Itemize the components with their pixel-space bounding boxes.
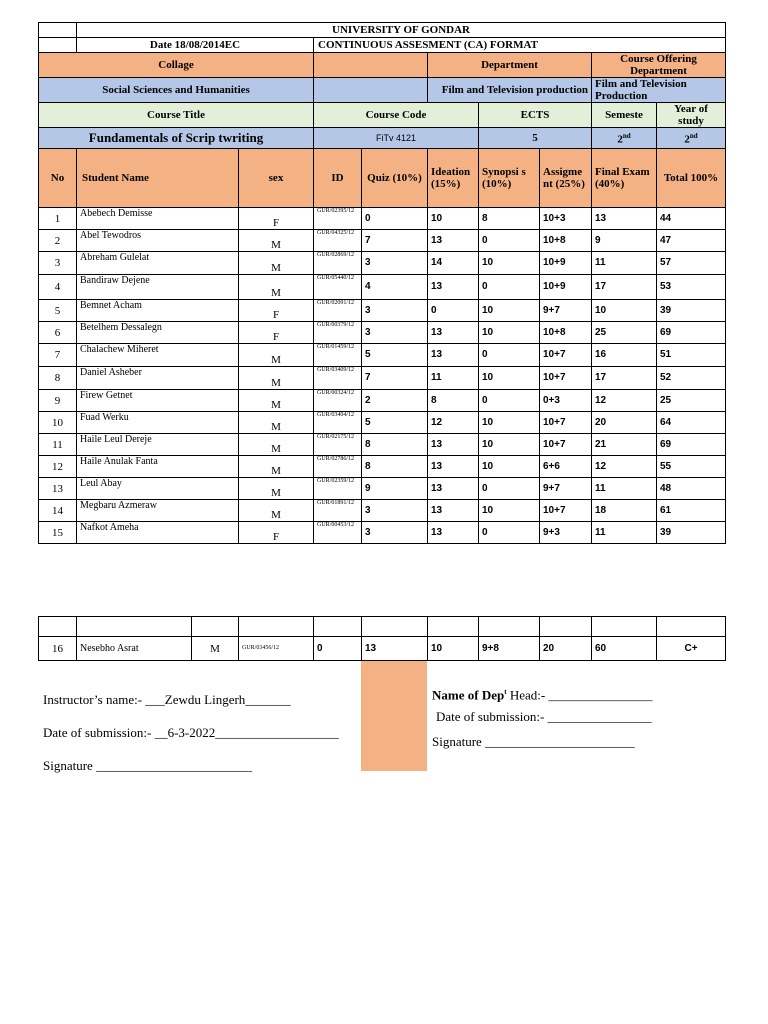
score-final: 18 [592, 500, 657, 522]
score-total: 44 [657, 208, 726, 230]
score-total: 39 [657, 300, 726, 322]
student-id: GUR/00453/12 [314, 522, 362, 544]
row-no: 7 [39, 344, 77, 367]
table-row [39, 412, 726, 434]
score-synopsis: 10 [479, 434, 540, 456]
student-name: Chalachew Miheret [77, 344, 239, 367]
form-date: Date 18/08/2014EC [77, 38, 314, 53]
row-no: 11 [39, 434, 77, 456]
score-assignment: 10+3 [540, 208, 592, 230]
course-code-label: Course Code [314, 103, 479, 128]
student-name: Bemnet Acham [77, 300, 239, 322]
score-ideation: 13 [428, 434, 479, 456]
score-assignment: 9+8 [479, 637, 540, 661]
score-ideation: 11 [428, 367, 479, 390]
student-sex: M [239, 275, 314, 300]
student-name: Betelhem Dessalegn [77, 322, 239, 344]
score-assignment: 10+9 [540, 275, 592, 300]
student-name: Haile Anulak Fanta [77, 456, 239, 478]
score-quiz: 3 [362, 300, 428, 322]
student-16-table [38, 616, 726, 661]
score-final: 9 [592, 230, 657, 252]
student-sex: M [239, 412, 314, 434]
student-sex: F [239, 208, 314, 230]
student-name: Leul Abay [77, 478, 239, 500]
signature-left: Signature ________________________ [43, 758, 253, 773]
student-name: Nafkot Ameha [77, 522, 239, 544]
student-id: GUR/01459/12 [314, 344, 362, 367]
score-total: 52 [657, 367, 726, 390]
col-id: ID [314, 149, 362, 208]
score-ideation: 10 [428, 208, 479, 230]
table-row [39, 637, 726, 661]
score-quiz: 3 [362, 252, 428, 275]
college-label: Collage [39, 53, 314, 78]
table-row [39, 522, 726, 544]
score-ideation: 13 [428, 230, 479, 252]
row-no: 5 [39, 300, 77, 322]
row-no: 4 [39, 275, 77, 300]
offering-label: Course Offering Department [592, 53, 726, 78]
score-assignment: 10+9 [540, 252, 592, 275]
student-id: GUR/02175/12 [314, 434, 362, 456]
instructor-name: Instructor’s name:- ___Zewdu Lingerh_______ [43, 692, 291, 707]
college-value: Social Sciences and Humanities [39, 78, 314, 103]
student-name: Fuad Werku [77, 412, 239, 434]
score-assignment: 10+7 [540, 344, 592, 367]
score-ideation: 8 [428, 390, 479, 412]
student-name: Daniel Asheber [77, 367, 239, 390]
score-total: 53 [657, 275, 726, 300]
score-synopsis: 0 [479, 522, 540, 544]
score-total: 47 [657, 230, 726, 252]
student-id: GUR/02869/12 [314, 252, 362, 275]
col-sex: sex [239, 149, 314, 208]
row-no: 10 [39, 412, 77, 434]
row-no: 2 [39, 230, 77, 252]
score-assignment: 10+7 [540, 367, 592, 390]
score-assignment: 0+3 [540, 390, 592, 412]
format-title: CONTINUOUS ASSESMENT (CA) FORMAT [314, 38, 726, 53]
col-synopsis: Synopsi s (10%) [479, 149, 540, 208]
student-id: GUR/04325/12 [314, 230, 362, 252]
score-ideation: 12 [428, 412, 479, 434]
score-ideation: 13 [428, 478, 479, 500]
department-label: Department [428, 53, 592, 78]
table-row [39, 252, 726, 275]
assessment-sheet [38, 22, 725, 544]
score-assignment: 9+3 [540, 522, 592, 544]
row-no: 16 [39, 637, 77, 661]
score-synopsis: 10 [479, 252, 540, 275]
year-value: 2nd [657, 128, 726, 149]
score-quiz: 3 [362, 322, 428, 344]
ects-label: ECTS [479, 103, 592, 128]
score-quiz: 5 [362, 412, 428, 434]
score-final: 17 [592, 367, 657, 390]
student-name: Abebech Demisse [77, 208, 239, 230]
score-final: 12 [592, 456, 657, 478]
semester-label: Semeste [592, 103, 657, 128]
score-quiz: 3 [362, 500, 428, 522]
score-ideation: 13 [428, 322, 479, 344]
decorative-orange-block [361, 661, 427, 771]
table-row [39, 456, 726, 478]
score-ideation: 13 [428, 456, 479, 478]
student-name: Firew Getnet [77, 390, 239, 412]
student-sex: F [239, 322, 314, 344]
row-no: 15 [39, 522, 77, 544]
score-ideation: 13 [428, 344, 479, 367]
student-name: Nesebho Asrat [77, 637, 192, 661]
row-no: 8 [39, 367, 77, 390]
year-label: Year of study [657, 103, 726, 128]
score-synopsis: 10 [479, 300, 540, 322]
student-sex: F [239, 522, 314, 544]
score-total: 55 [657, 456, 726, 478]
score-final: 20 [592, 412, 657, 434]
student-sex: M [239, 434, 314, 456]
score-quiz: 2 [362, 390, 428, 412]
score-assignment: 10+7 [540, 412, 592, 434]
score-synopsis: 10 [479, 412, 540, 434]
table-row [39, 367, 726, 390]
score-total: 61 [657, 500, 726, 522]
score-final: 11 [592, 478, 657, 500]
score-total: 60 [592, 637, 657, 661]
score-quiz: 7 [362, 230, 428, 252]
student-16-section [38, 616, 725, 661]
student-sex: M [239, 390, 314, 412]
student-id: GUR/05440/12 [314, 275, 362, 300]
score-assignment: 10+8 [540, 322, 592, 344]
score-total: 48 [657, 478, 726, 500]
score-synopsis: 10 [479, 322, 540, 344]
score-ideation: 13 [428, 275, 479, 300]
table-row [39, 230, 726, 252]
table-row [39, 344, 726, 367]
student-sex: M [239, 500, 314, 522]
score-quiz: 0 [362, 208, 428, 230]
score-quiz: 0 [314, 637, 362, 661]
date-of-submission-left: Date of submission:- __6-3-2022___________________ [43, 725, 339, 740]
score-quiz: 8 [362, 434, 428, 456]
score-final: 21 [592, 434, 657, 456]
score-final: 13 [592, 208, 657, 230]
course-title-label: Course Title [39, 103, 314, 128]
score-synopsis: 8 [479, 208, 540, 230]
score-final: 17 [592, 275, 657, 300]
score-quiz: 9 [362, 478, 428, 500]
score-quiz: 7 [362, 367, 428, 390]
score-ideation: 13 [362, 637, 428, 661]
department-head-section [432, 684, 652, 759]
score-synopsis: 10 [479, 500, 540, 522]
score-ideation: 13 [428, 522, 479, 544]
score-final: 12 [592, 390, 657, 412]
student-sex: M [239, 478, 314, 500]
score-assignment: 9+7 [540, 478, 592, 500]
score-assignment: 9+7 [540, 300, 592, 322]
row-no: 1 [39, 208, 77, 230]
score-assignment: 10+7 [540, 434, 592, 456]
score-total: 57 [657, 252, 726, 275]
student-sex: M [239, 344, 314, 367]
table-row [39, 300, 726, 322]
score-final: 16 [592, 344, 657, 367]
table-row [39, 478, 726, 500]
table-row [39, 208, 726, 230]
student-sex: M [239, 456, 314, 478]
col-total: Total 100% [657, 149, 726, 208]
date-of-submission-right: Date of submission:- ________________ [436, 709, 652, 724]
offering-value: Film and Television Production [592, 78, 726, 103]
course-code-value: FiTv 4121 [314, 128, 479, 149]
col-student-name: Student Name [77, 149, 239, 208]
student-id: GUR/02091/12 [314, 300, 362, 322]
student-sex: M [239, 367, 314, 390]
score-total: 51 [657, 344, 726, 367]
student-name: Abel Tewodros [77, 230, 239, 252]
table-row [39, 322, 726, 344]
instructor-section [43, 692, 339, 791]
semester-value: 2nd [592, 128, 657, 149]
score-synopsis: 0 [479, 478, 540, 500]
score-synopsis: 0 [479, 344, 540, 367]
row-no: 13 [39, 478, 77, 500]
score-synopsis: 10 [479, 456, 540, 478]
row-no: 12 [39, 456, 77, 478]
table-row [39, 390, 726, 412]
score-synopsis: 0 [479, 275, 540, 300]
student-id: GUR/03404/12 [314, 412, 362, 434]
student-name: Abreham Gulelat [77, 252, 239, 275]
grade: C+ [657, 637, 726, 661]
student-id: GUR/02359/12 [314, 478, 362, 500]
university-title: UNIVERSITY OF GONDAR [77, 23, 726, 38]
score-ideation: 0 [428, 300, 479, 322]
student-sex: F [239, 300, 314, 322]
signature-right: Signature _______________________ [432, 734, 635, 749]
row-no: 3 [39, 252, 77, 275]
score-total: 69 [657, 434, 726, 456]
student-id: GUR/00379/12 [314, 322, 362, 344]
department-value: Film and Television production [428, 78, 592, 103]
row-no: 14 [39, 500, 77, 522]
score-assignment: 6+6 [540, 456, 592, 478]
ects-value: 5 [479, 128, 592, 149]
assessment-table [38, 22, 726, 544]
score-total: 64 [657, 412, 726, 434]
student-id: GUR/01891/12 [314, 500, 362, 522]
head-name-line: Name of Dep$^t$ Head:- ________________ [432, 687, 653, 703]
col-ideation: Ideation (15%) [428, 149, 479, 208]
student-id: GUR/03456/12 [239, 637, 314, 661]
score-total: 69 [657, 322, 726, 344]
score-total: 25 [657, 390, 726, 412]
score-final: 20 [540, 637, 592, 661]
student-name: Megbaru Azmeraw [77, 500, 239, 522]
score-synopsis: 10 [428, 637, 479, 661]
course-title-value: Fundamentals of Scrip twriting [39, 128, 314, 149]
student-name: Bandiraw Dejene [77, 275, 239, 300]
student-id: GUR/02395/12 [314, 208, 362, 230]
student-name: Haile Leul Dereje [77, 434, 239, 456]
score-ideation: 13 [428, 500, 479, 522]
score-final: 10 [592, 300, 657, 322]
score-assignment: 10+8 [540, 230, 592, 252]
table-row [39, 275, 726, 300]
score-assignment: 10+7 [540, 500, 592, 522]
score-synopsis: 0 [479, 230, 540, 252]
score-quiz: 4 [362, 275, 428, 300]
student-sex: M [239, 252, 314, 275]
col-assignment: Assigme nt (25%) [540, 149, 592, 208]
score-synopsis: 0 [479, 390, 540, 412]
score-quiz: 3 [362, 522, 428, 544]
table-row [39, 434, 726, 456]
row-no: 6 [39, 322, 77, 344]
student-id: GUR/03409/12 [314, 367, 362, 390]
score-final: 11 [592, 522, 657, 544]
score-final: 11 [592, 252, 657, 275]
col-quiz: Quiz (10%) [362, 149, 428, 208]
student-id: GUR/00324/12 [314, 390, 362, 412]
table-row [39, 500, 726, 522]
col-final: Final Exam (40%) [592, 149, 657, 208]
score-synopsis: 10 [479, 367, 540, 390]
col-no: No [39, 149, 77, 208]
score-quiz: 8 [362, 456, 428, 478]
row-no: 9 [39, 390, 77, 412]
student-id: GUR/02786/12 [314, 456, 362, 478]
score-ideation: 14 [428, 252, 479, 275]
score-final: 25 [592, 322, 657, 344]
score-total: 39 [657, 522, 726, 544]
student-sex: M [239, 230, 314, 252]
score-quiz: 5 [362, 344, 428, 367]
student-sex: M [192, 637, 239, 661]
